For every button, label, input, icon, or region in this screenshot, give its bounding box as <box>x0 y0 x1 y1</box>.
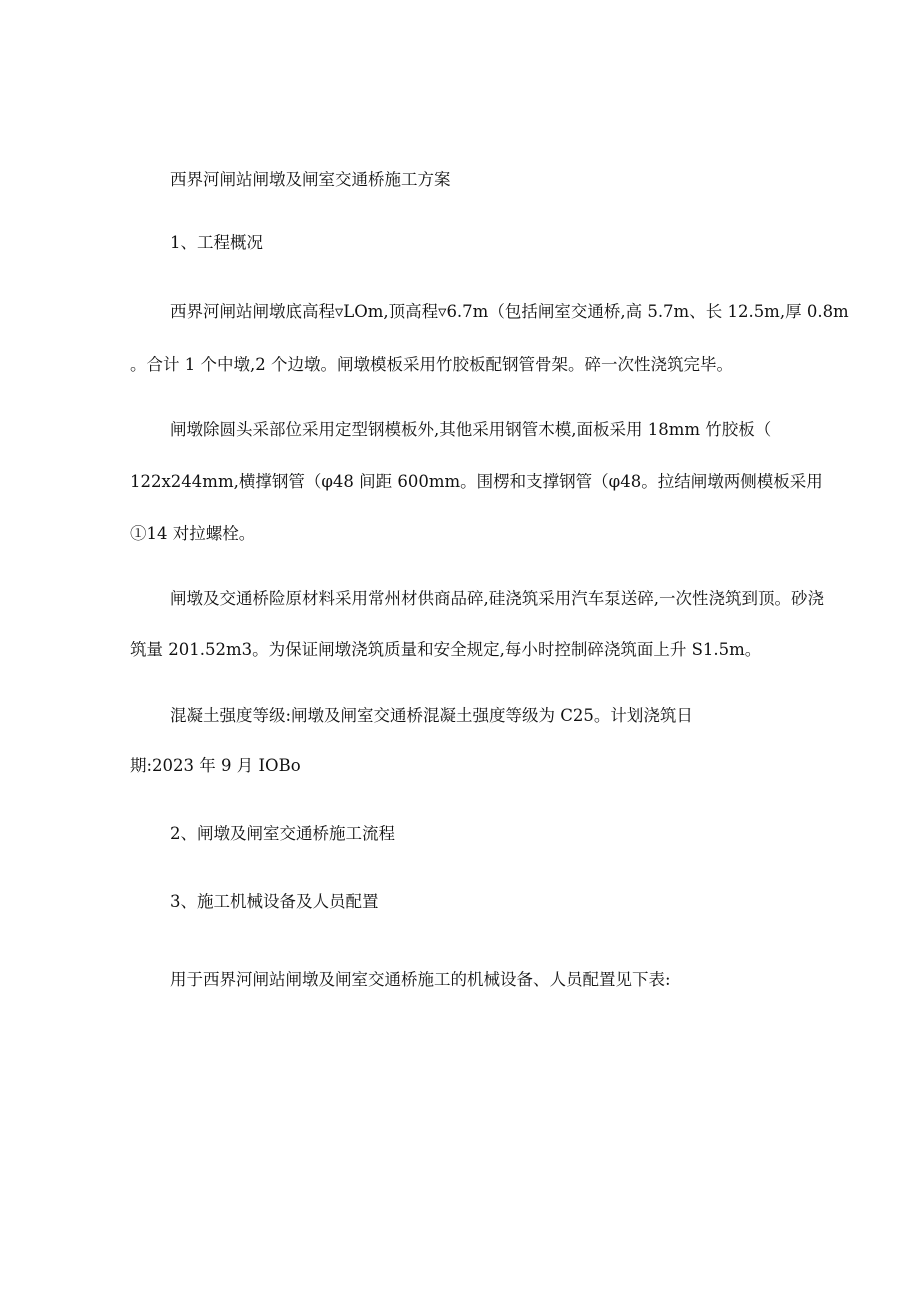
section-1-paragraph-4-line-1: 混凝土强度等级:闸墩及闸室交通桥混凝土强度等级为 C25。计划浇筑日 <box>170 706 693 725</box>
section-1-paragraph-1-line-2: 。合计 1 个中墩,2 个边墩。闸墩模板采用竹胶板配钢管骨架。碎一次性浇筑完毕。 <box>130 355 733 374</box>
section-3-heading: 3、施工机械设备及人员配置 <box>170 892 379 911</box>
section-1-paragraph-1-line-1: 西界河闸站闸墩底高程▿LOm,顶高程▿6.7m（包括闸室交通桥,高 5.7m、长 12.5m,厚 0.8m <box>170 302 849 321</box>
section-1-paragraph-3-line-2: 筑量 201.52m3。为保证闸墩浇筑质量和安全规定,每小时控制碎浇筑面上升 S1.5m。 <box>130 640 762 659</box>
section-1-heading: 1、工程概况 <box>170 233 263 252</box>
section-1-paragraph-2-line-1: 闸墩除圆头采部位采用定型钢模板外,其他采用钢管木模,面板采用 18mm 竹胶板（ <box>170 420 772 439</box>
section-1-paragraph-3-line-1: 闸墩及交通桥险原材料采用常州材供商品碎,硅浇筑采用汽车泵送碎,一次性浇筑到顶。砂浇 <box>170 589 824 608</box>
section-3-paragraph-1: 用于西界河闸站闸墩及闸室交通桥施工的机械设备、人员配置见下表: <box>170 970 671 989</box>
document-title: 西界河闸站闸墩及闸室交通桥施工方案 <box>170 170 451 189</box>
section-1-paragraph-2-line-3: ①14 对拉螺栓。 <box>130 524 256 543</box>
section-1-paragraph-2-line-2: 122x244mm,横撑钢管（φ48 间距 600mm。围楞和支撑钢管（φ48。拉结闸墩两侧模板采用 <box>130 472 823 491</box>
section-2-heading: 2、闸墩及闸室交通桥施工流程 <box>170 824 395 843</box>
section-1-paragraph-4-line-2: 期:2023 年 9 月 IOBo <box>130 756 301 775</box>
